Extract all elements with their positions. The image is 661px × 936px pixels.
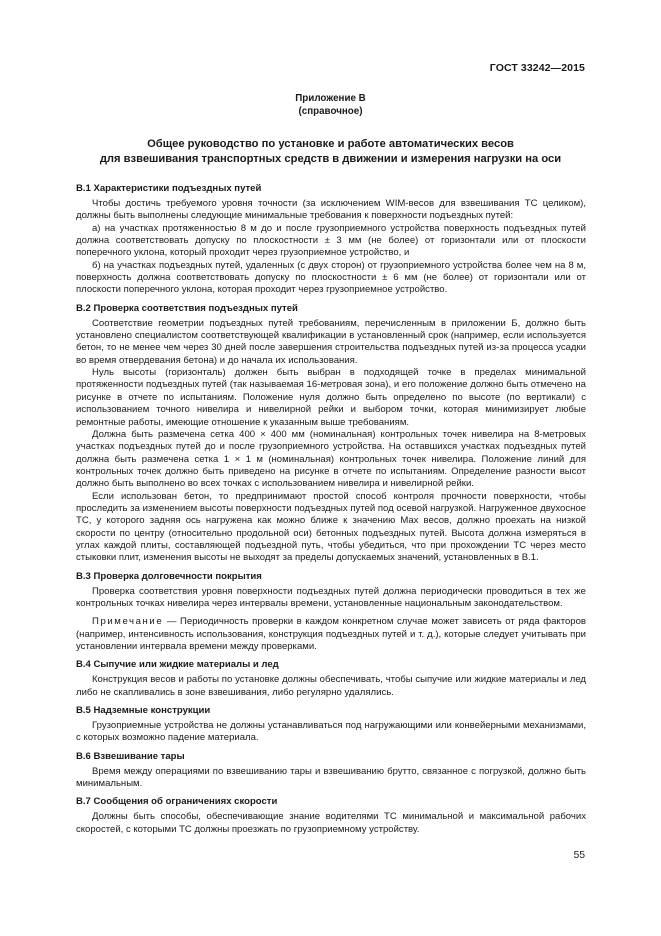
section-b5 xyxy=(76,705,586,745)
page-title xyxy=(40,137,621,166)
section-heading: В.5 Надземные конструкции xyxy=(76,705,211,717)
section-b6 xyxy=(76,751,586,791)
paragraph: Чтобы достичь требуемого уровня точности (за исключением WIM-весов для взвешивания ТС целиком), должны быть выполнены следующие минимальные требования к поверхности подъездных путей: xyxy=(76,198,586,222)
paragraph: а) на участках протяженностью 8 м до и после грузоприемного устройства поверхность подъездных путей должна соответствовать допуску по плоскостности ± 3 мм (не более) от горизонтали или от плоскости поперечного уклона, который проходит через грузоприемное устройство, и xyxy=(76,222,586,259)
page-title-line-1: Общее руководство по установке и работе автоматических весов xyxy=(147,138,514,150)
paragraph: Время между операциями по взвешиванию тары и взвешиванию брутто, связанное с погрузкой, должно быть минимальным. xyxy=(76,765,586,790)
paragraph: Грузоприемные устройства не должны устанавливаться под нагружающими или конвейерными механизмами, с которых возможно падение материала. xyxy=(76,720,586,744)
document-body xyxy=(76,183,586,836)
paragraph: Конструкция весов и работы по установке должны обеспечивать, чтобы сыпучие или жидкие материалы и лед либо не скапливались в зоне взвешивания, либо регулярно удалялись. xyxy=(76,674,586,698)
section-b7 xyxy=(76,796,586,836)
section-heading: В.3 Проверка долговечности покрытия xyxy=(76,570,262,582)
note-label: Примечание xyxy=(92,616,164,628)
annex-title: Приложение В xyxy=(295,93,366,104)
paragraph: Должны быть способы, обеспечивающие знание водителями ТС минимальной и максимальной рабочих скоростей, с которыми ТС должны проезжать по грузоприемному устройству. xyxy=(76,811,586,835)
page-number: 55 xyxy=(573,850,585,861)
paragraph: Должна быть размечена сетка 400 × 400 мм (номинальная) контрольных точек нивелира на 8-метровых участках подъездных путей до и после грузоприемного устройства. На оставшихся участках подъездных путей должна быть размечена сетка 1 × 1 м (номинальная) контрольных точек нивелира. Положение линий для контрольных точек должно быть приведено на рисунке в отчете по испытаниям. Определение разности высот должно быть выполнено во всех точках с использованием нивелира и нивелирной рейки. xyxy=(76,428,586,490)
section-heading: В.6 Взвешивание тары xyxy=(76,750,185,762)
paragraph: Если использован бетон, то предпринимают простой способ контроля прочности поверхности, чтобы проследить за изменением высоты поверхности подъездных путей под осевой нагрузкой. Нагруженное двухосное ТС, у которого задняя ось нагружена как можно ближе к значению Max весов, должно проехать на низкой скорости по центру (относительно продольной оси) бетонных подъездных путей. Высота должна измеряться в углах каждой плиты, составляющей подъездной путь, чтобы убедиться, что при прохождении ТС через место стыковки плит, изменения высоты не выходят за пределы допускаемых значений, установленных в В.1. xyxy=(76,490,586,564)
section-b3 xyxy=(76,571,586,654)
section-heading: В.1 Характеристики подъездных путей xyxy=(76,183,262,194)
paragraph: б) на участках подъездных путей, удаленных (с двух сторон) от грузоприемного устройства более чем на 8 м, поверхность должна соответствовать допуску по плоскостности ± 6 мм (не более) от горизонтали или от плоскости поперечного уклона, которая проходит через грузоприемное устройство. xyxy=(76,259,586,296)
paragraph: Нуль высоты (горизонталь) должен быть выбран в подходящей точке в пределах минимальной протяженности подъездных путей (так называемая 16-метровая зона), и его положение должно быть отмечено на рисунке в отчете по испытаниям. Положение нуля должно быть определено по высоте (по вертикали) с использованием точного нивелира и нивелирной рейки и выбором точки, которая минимизирует любые ремонтные работы, имеющие отношение к указанным выше требованиям. xyxy=(76,367,586,428)
section-heading: В.7 Сообщения об ограничениях скорости xyxy=(76,796,278,808)
document-id: ГОСТ 33242—2015 xyxy=(489,62,585,74)
paragraph: Соответствие геометрии подъездных путей требованиям, перечисленным в приложении Б, должно быть установлено специалистом соответствующей квалификации в установленный срок (например, если используется бетон, то не менее чем через 30 дней после завершения строительства подъездных путей из-за процесса усадки во время отвердевания бетона) и до начала их использования. xyxy=(76,317,586,366)
section-b2 xyxy=(76,303,586,565)
section-b1 xyxy=(76,183,586,297)
paragraph: Проверка соответствия уровня поверхности подъездных путей должна периодически проводиться в тех же контрольных точках нивелира через интервалы времени, установленные национальным законодательством. xyxy=(76,585,586,609)
page-title-line-2: для взвешивания транспортных средств в движении и измерения нагрузки на оси xyxy=(99,152,562,165)
note-text: — Периодичность проверки в каждом конкретном случае может зависеть от ряда факторов (например, интенсивность использования, конструкция подъездных путей и т. д.), которые следует учитывать при установлении интервала времени между проверками. xyxy=(76,616,586,652)
annex-subtitle: (справочное) xyxy=(298,105,363,117)
section-b4 xyxy=(76,659,586,699)
note xyxy=(76,616,586,653)
annex-heading xyxy=(0,93,661,118)
section-heading: В.4 Сыпучие или жидкие материалы и лед xyxy=(76,659,279,671)
section-heading: В.2 Проверка соответствия подъездных путей xyxy=(76,302,298,314)
